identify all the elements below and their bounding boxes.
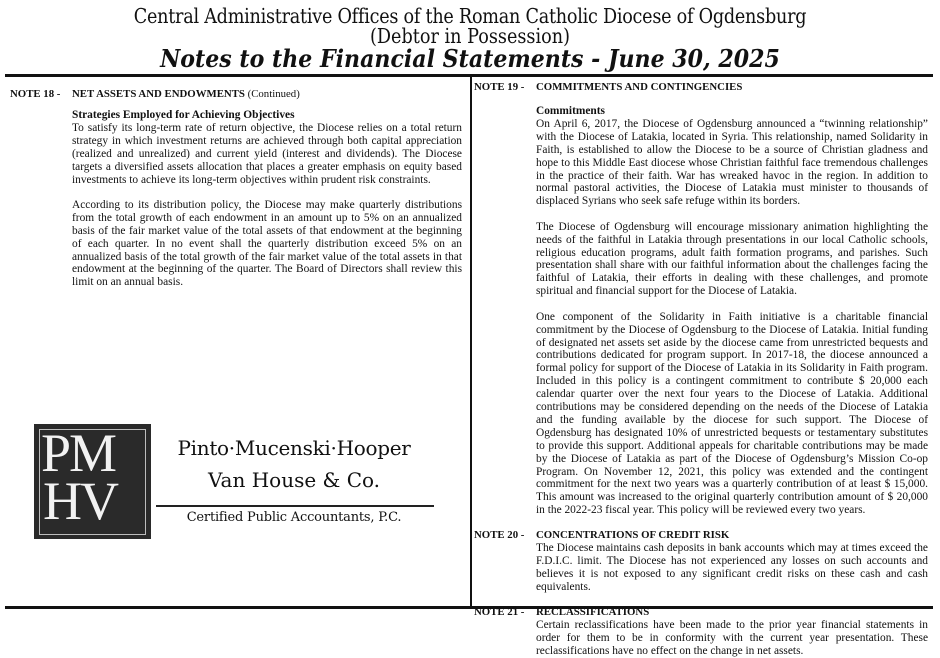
- column-divider: [470, 76, 472, 607]
- document-title: Notes to the Financial Statements - June 30, 2025: [160, 44, 780, 73]
- debtor-status: (Debtor in Possession): [370, 24, 570, 48]
- note-title: NET ASSETS AND ENDOWMENTS: [72, 88, 245, 100]
- note-18-heading: [10, 88, 462, 101]
- note-21-heading: [474, 606, 928, 619]
- note-number: NOTE 19 -: [474, 81, 525, 93]
- note-title: CONCENTRATIONS OF CREDIT RISK: [536, 529, 730, 542]
- note-19-body: [536, 105, 928, 517]
- firm-designation: Certified Public Accountants, P.C.: [186, 510, 402, 525]
- paragraph: One component of the Solidarity in Faith initiative is a charitable financial commitment by the Diocese of Ogdensburg to the Diocese of Latakia. Initial funding of designated net assets set aside by the diocese came from unrestricted bequests and contributions dedicated for program support. In 2017-18, the diocese announced a formal policy for support of the Diocese of Latakia in its Solidarity in Faith program. Included in this policy is a contingent commitment to contribute $ 20,000 each calendar quarter over the next four years to the Diocese of Latakia. Additional contributions may be considered depending on the needs of the Diocese of Latakia and the funding available by the diocese for such support. The Diocese of Ogdensburg has designated 10% of unrestricted bequests or testamentary substitutes to provide this support. Additional appeals for charitable contributions may be made by the Diocese of Latakia as part of the Diocese of Ogdensburg’s Mission Co-op Program. On November 12, 2021, this policy was extended and the contingent commitment for the next two years was a quarterly contribution of at least $ 15,000. This amount was increased to the original quarterly contribution amount of $ 20,000 in the 2022-23 fiscal year. This policy will be reviewed every two years.: [536, 310, 928, 517]
- firm-logo: [34, 424, 434, 540]
- note-21-body: [536, 619, 928, 658]
- paragraph: The Diocese of Ogdensburg will encourage missionary animation highlighting the needs of the faithful in Latakia through presentations in our local Catholic schools, religious education programs, adult faith formation programs, and parishes. Such presentation shall share with our faithful information about the challenges facing the faithful of Latakia, their efforts in dealing with these challenges, and promote spiritual and financial support for the Diocese of Latakia.: [536, 220, 928, 298]
- firm-rule-divider: [156, 505, 434, 507]
- note-18-body: [72, 109, 462, 289]
- firm-name-line2: Van House & Co.: [207, 468, 381, 492]
- note-number: NOTE 20 -: [474, 529, 525, 542]
- note-number: NOTE 18 -: [10, 88, 61, 100]
- top-rule-divider: [5, 74, 933, 77]
- note-20-body: [536, 542, 928, 594]
- paragraph: According to its distribution policy, the Diocese may make quarterly distributions from the total growth of each endowment in an amount up to 5% on an annualized basis of the fair market value of the total assets of that endowment at the beginning of each quarter. In no event shall the quarterly distribution exceed 5% on an annualized basis of the total growth of the fair market value of the total assets in that endowment at the beginning of the quarter. The Board of Directors shall review this limit on an annual basis.: [72, 198, 462, 289]
- paragraph: The Diocese maintains cash deposits in bank accounts which may at times exceed the F.D.I.C. limit. The Diocese has not experienced any losses on such accounts and believes it is not exposed to any significant credit risks on these cash and cash equivalents.: [536, 542, 928, 593]
- left-column: [10, 88, 462, 289]
- paragraph: On April 6, 2017, the Diocese of Ogdensburg announced a “twinning relationship” with the Diocese of Latakia, located in Syria. This relationship, named Solidarity in Faith, is established to allow the Diocese to be a source of Christian gladness and hope to this Middle East diocese whose Christian faithful face tremendous challenges in the practice of their faith. War has wreaked havoc in the region. In addition to normal pastoral activities, the Diocese of Latakia must minister to thousands of displaced Syrians who seek safe refuge within its borders.: [536, 117, 928, 208]
- note-19-heading: [474, 81, 928, 94]
- note-title: RECLASSIFICATIONS: [536, 605, 650, 618]
- organization-title: Central Administrative Offices of the Roman Catholic Diocese of Ogdensburg: [133, 4, 807, 28]
- note-number: NOTE 21 -: [474, 605, 525, 618]
- monogram-badge: [34, 424, 151, 539]
- note-title: COMMITMENTS AND CONTINGENCIES: [536, 81, 743, 93]
- continued-label: (Continued): [247, 88, 300, 100]
- right-column: [474, 81, 928, 658]
- paragraph: Certain reclassifications have been made to the prior year financial statements in order for them to be in conformity with the current year presentation. These reclassifications have no effect on the change in net assets.: [536, 618, 928, 657]
- paragraph: To satisfy its long-term rate of return objective, the Diocese relies on a total return strategy in which investment returns are achieved through both capital appreciation (realized and unrealized) and current yield (interest and dividends). The Diocese targets a diversified assets allocation that places a greater emphasis on equity based investments to achieve its long-term objectives within prudent risk constraints.: [72, 121, 462, 186]
- monogram-top: PM: [41, 423, 116, 483]
- subheading: Strategies Employed for Achieving Objectives: [72, 109, 295, 121]
- monogram-bottom: HV: [43, 471, 117, 531]
- firm-name-line1: Pinto·Mucenski·Hooper: [177, 436, 411, 460]
- note-20-heading: [474, 529, 928, 542]
- subheading: Commitments: [536, 105, 605, 117]
